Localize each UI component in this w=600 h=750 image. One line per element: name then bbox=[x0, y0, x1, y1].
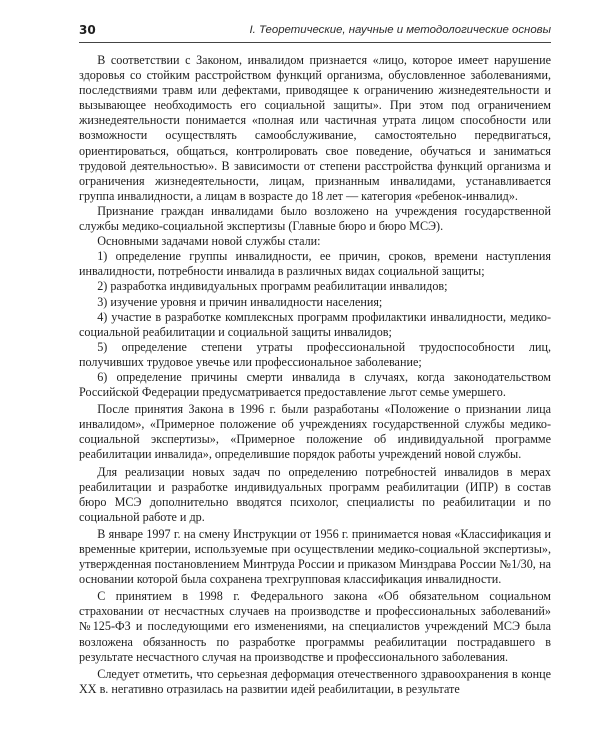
page-number: 30 bbox=[79, 23, 96, 37]
list-item: 1) определение группы инвалидности, ее причин, сроков, времени наступления инвалидности, потребности инвалида в различных видах социальной защиты; bbox=[79, 249, 551, 279]
paragraph: После принятия Закона в 1996 г. были разработаны «Положение о признании лица инвалидом», «Примерное положение об учреждениях государственной службы медико-социальной экспертизы», «Примерное положение об индивидуальной программе реабилитации инвалида», определившие порядок работы учреждений новой службы. bbox=[79, 402, 551, 462]
paragraph: В соответствии с Законом, инвалидом признается «лицо, которое имеет нарушение здоровья со стойким расстройством функций организма, обусловленное заболеваниями, последствиями травм или дефектами, приводящее к ограничению жизнедеятельности и вызывающее необходимость его социальной защиты». При этом под ограничением жизнедеятельности понимается «полная или частичная утрата лицом способности или возможности осуществлять самообслуживание, самостоятельно передвигаться, ориентироваться, общаться, контролировать свое поведение, обучаться и заниматься трудовой деятельностью». В зависимости от степени расстройства функций организма и ограничения жизнедеятельности, лицам, признанным инвалидами, устанавливается группа инвалидности, а лицам в возрасте до 18 лет — категория «ребенок-инвалид». bbox=[79, 53, 551, 203]
list-item: 2) разработка индивидуальных программ реабилитации инвалидов; bbox=[97, 279, 448, 294]
paragraph: В январе 1997 г. на смену Инструкции от 1956 г. принимается новая «Классификация и временные критерии, используемые при осуществлении медико-социальной экспертизы», утвержденная постановлением Минтруда России и приказом Минздрава России №1/30, на основании которой была сохранена трехгрупповая классификация инвалидности. bbox=[79, 526, 551, 587]
list-item: 5) определение степени утраты профессиональной трудоспособности лиц, получивших трудовое увечье или профессиональное заболевание; bbox=[79, 339, 551, 369]
list-item: 3) изучение уровня и причин инвалидности населения; bbox=[97, 294, 383, 309]
list-item: 6) определение причины смерти инвалида в случаях, когда законодательством Российской Федерации предусматривается предоставление льгот семье умершего. bbox=[79, 369, 551, 400]
list-item: 4) участие в разработке комплексных программ профилактики инвалидности, медико-социальной реабилитации и социальной защиты инвалидов; bbox=[79, 309, 551, 339]
running-title: I. Теоретические, научные и методологические основы bbox=[249, 24, 551, 36]
paragraph: Для реализации новых задач по определению потребностей инвалидов в мерах реабилитации и разработке индивидуальных программ реабилитации (ИПР) в состав бюро МСЭ дополнительно вводятся психолог, специалисты по реабилитации и по социальной работе и др. bbox=[79, 464, 551, 524]
paragraph: Признание граждан инвалидами было возложено на учреждения государственной службы медико-социальной экспертизы (Главные бюро и бюро МСЭ). bbox=[79, 203, 551, 234]
paragraph: Следует отметить, что серьезная деформация отечественного здравоохранения в конце XX в. негативно отразилась на развитии идей реабилитации, в результате bbox=[79, 666, 551, 696]
body-text bbox=[79, 53, 551, 697]
paragraph: Основными задачами новой службы стали: bbox=[97, 234, 321, 249]
paragraph: С принятием в 1998 г. Федерального закона «Об обязательном социальном страховании от несчастных случаев на производстве и профессиональных заболеваний» №125-ФЗ и последующими его изменениями, на специалистов учреждений МСЭ была возложена обязанность по разработке программы реабилитации пострадавшего в результате несчастного случая на производстве и профессионального заболевания. bbox=[79, 589, 551, 664]
page-header bbox=[79, 22, 551, 43]
